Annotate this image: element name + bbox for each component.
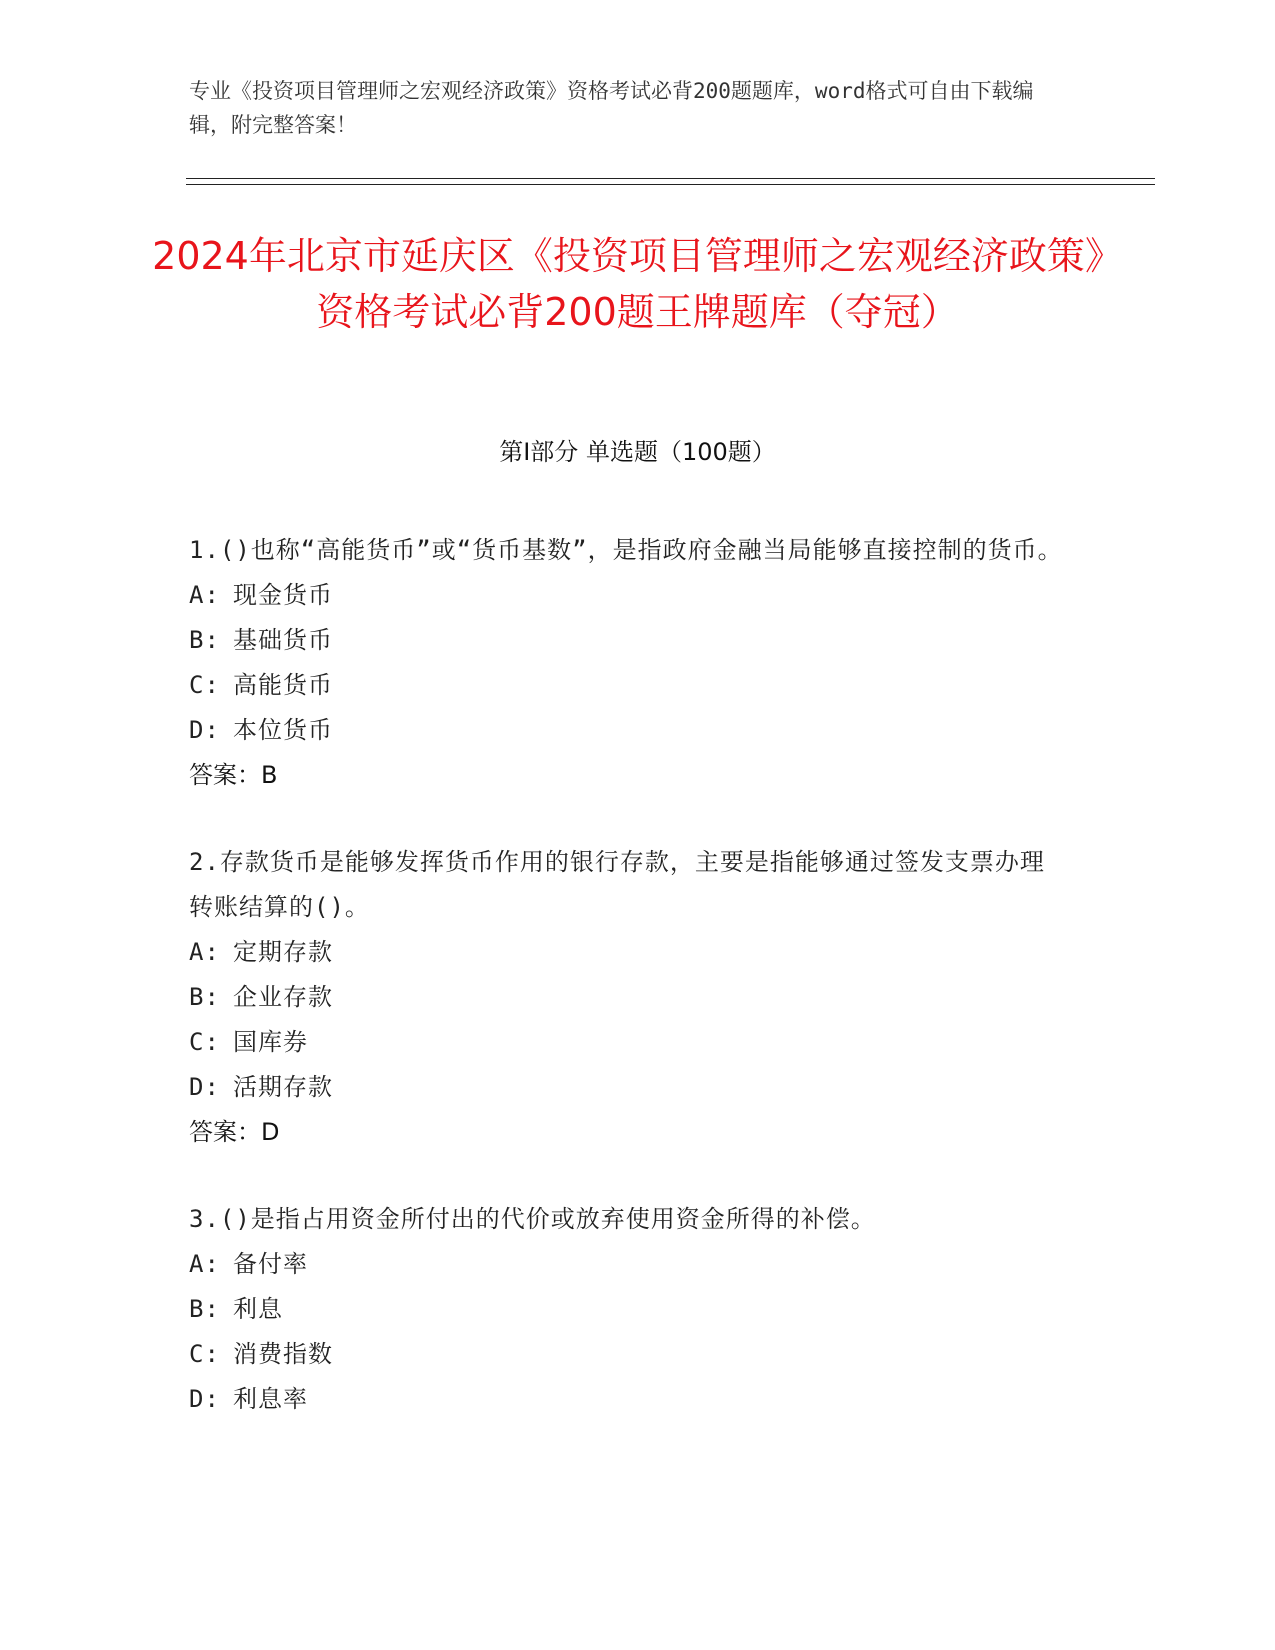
option-letter: A: (189, 581, 220, 609)
option-text: 活期存款 (233, 1073, 333, 1101)
document-title: 2024年北京市延庆区《投资项目管理师之宏观经济政策》资格考试必背200题王牌题库（夺冠） (152, 234, 1123, 334)
option-c (189, 1020, 1069, 1065)
answer-line: 答案：B (189, 761, 278, 789)
question-3 (189, 1197, 1069, 1422)
option-letter: C: (189, 1028, 220, 1056)
header-divider-bottom (186, 184, 1155, 185)
option-text: 高能货币 (233, 671, 333, 699)
option-text: 利息 (233, 1295, 283, 1323)
question-list (189, 528, 1069, 1464)
option-text: 企业存款 (233, 983, 333, 1011)
option-letter: B: (189, 1295, 220, 1323)
option-text: 利息率 (233, 1385, 308, 1413)
option-d (189, 1065, 1069, 1110)
option-text: 定期存款 (233, 938, 333, 966)
option-letter: B: (189, 983, 220, 1011)
option-a (189, 930, 1069, 975)
option-letter: B: (189, 626, 220, 654)
option-letter: A: (189, 1250, 220, 1278)
option-text: 现金货币 (233, 581, 333, 609)
option-b (189, 975, 1069, 1020)
option-c (189, 1332, 1069, 1377)
header-divider-top (186, 178, 1155, 179)
option-d (189, 708, 1069, 753)
option-b (189, 1287, 1069, 1332)
option-text: 消费指数 (233, 1340, 333, 1368)
option-letter: D: (189, 1073, 220, 1101)
question-stem: 2.存款货币是能够发挥货币作用的银行存款，主要是指能够通过签发支票办理转账结算的()。 (189, 848, 1045, 921)
option-b (189, 618, 1069, 663)
option-text: 基础货币 (233, 626, 333, 654)
option-a (189, 573, 1069, 618)
option-c (189, 663, 1069, 708)
option-letter: A: (189, 938, 220, 966)
option-letter: C: (189, 671, 220, 699)
question-1 (189, 528, 1069, 798)
question-stem: 3.()是指占用资金所付出的代价或放弃使用资金所得的补偿。 (189, 1205, 876, 1233)
option-text: 备付率 (233, 1250, 308, 1278)
header-note: 专业《投资项目管理师之宏观经济政策》资格考试必背200题题库，word格式可自由下载编辑，附完整答案！ (189, 79, 1034, 137)
option-letter: D: (189, 1385, 220, 1413)
option-text: 国库券 (233, 1028, 308, 1056)
option-text: 本位货币 (233, 716, 333, 744)
option-a (189, 1242, 1069, 1287)
option-letter: D: (189, 716, 220, 744)
option-letter: C: (189, 1340, 220, 1368)
option-d (189, 1377, 1069, 1422)
answer-line: 答案：D (189, 1118, 280, 1146)
question-2 (189, 840, 1069, 1155)
question-stem: 1.()也称“高能货币”或“货币基数”，是指政府金融当局能够直接控制的货币。 (189, 536, 1063, 564)
section-title: 第I部分 单选题（100题） (499, 438, 776, 466)
